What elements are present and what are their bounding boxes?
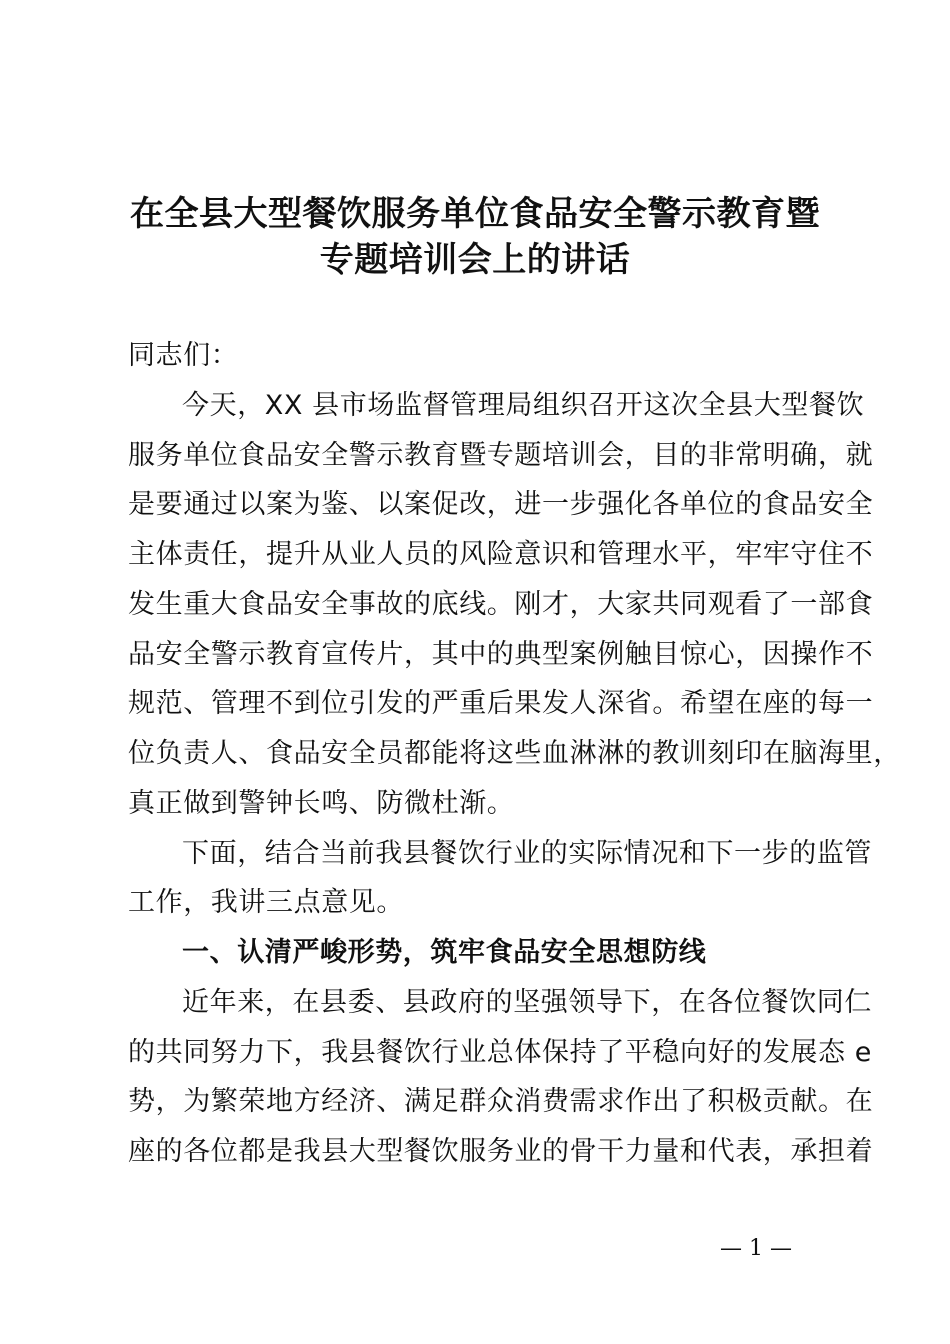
paragraph-line: 位负责人、食品安全员都能将这些血淋淋的教训刻印在脑海里，	[128, 738, 901, 769]
paragraph-line: 座的各位都是我县大型餐饮服务业的骨干力量和代表，承担着	[128, 1136, 874, 1167]
paragraph-line: 今天，XX 县市场监督管理局组织召开这次全县大型餐饮	[182, 389, 865, 421]
paragraph-line: 发生重大食品安全事故的底线。刚才，大家共同观看了一部食	[128, 588, 874, 620]
paragraph-line: 工作，我讲三点意见。	[128, 887, 404, 919]
salutation: 同志们：	[128, 340, 239, 371]
paragraph-line: 主体责任，提升从业人员的风险意识和管理水平，牢牢守住不	[128, 539, 874, 570]
document-title-line-1: 在全县大型餐饮服务单位食品安全警示教育暨	[130, 194, 820, 234]
paragraph-line: 下面，结合当前我县餐饮行业的实际情况和下一步的监管	[182, 837, 872, 869]
paragraph-line: 服务单位食品安全警示教育暨专题培训会，目的非常明确，就	[128, 439, 874, 471]
page-number: — 1 —	[720, 1236, 792, 1261]
paragraph-line: 近年来，在县委、县政府的坚强领导下，在各位餐饮同仁	[182, 986, 872, 1018]
document-body	[128, 331, 901, 1177]
paragraph-line: 是要通过以案为鉴、以案促改，进一步强化各单位的食品安全	[128, 489, 874, 521]
paragraph-line: 的共同努力下，我县餐饮行业总体保持了平稳向好的发展态 e	[128, 1036, 872, 1068]
document-title-line-2: 专题培训会上的讲话	[319, 240, 631, 280]
paragraph-line: 真正做到警钟长鸣、防微杜渐。	[128, 787, 515, 819]
paragraph-line: 势，为繁荣地方经济、满足群众消费需求作出了积极贡献。在	[128, 1086, 874, 1118]
paragraph-line: 品安全警示教育宣传片，其中的典型案例触目惊心，因操作不	[128, 638, 874, 670]
section-heading: 一、认清严峻形势，筑牢食品安全思想防线	[182, 937, 707, 968]
paragraph-line: 规范、管理不到位引发的严重后果发人深省。希望在座的每一	[128, 688, 874, 720]
